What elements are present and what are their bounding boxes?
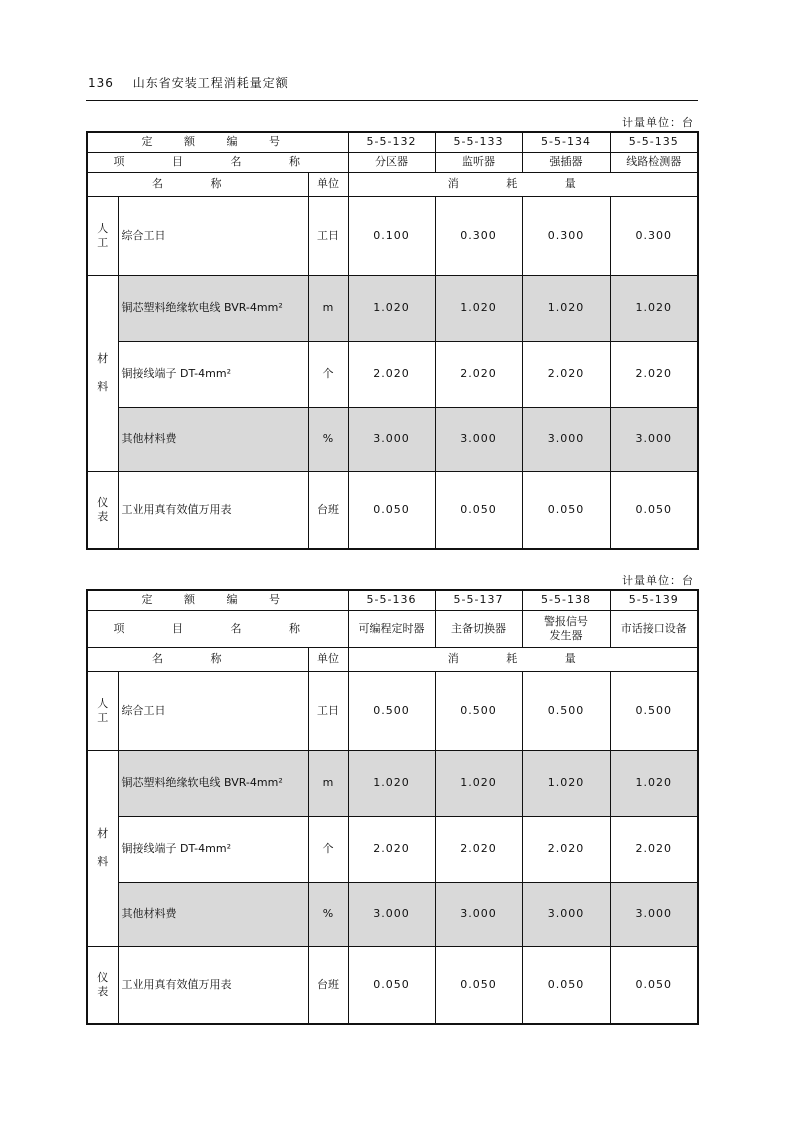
resource-unit: 台班: [308, 946, 348, 1024]
quota-code: 5-5-137: [435, 590, 522, 610]
resource-row: [87, 671, 698, 750]
resource-row: [87, 816, 698, 882]
item-name: 市话接口设备: [610, 610, 698, 647]
consumption-value: 2.020: [610, 341, 698, 407]
resource-name: 工业用真有效值万用表: [118, 946, 308, 1024]
quota-code-row: [87, 590, 698, 610]
consumption-value: 1.020: [435, 750, 522, 816]
consumption-value: 3.000: [348, 882, 435, 946]
group-label-meter: 仪 表: [87, 471, 118, 549]
item-name-row: [87, 610, 698, 647]
unit-note: 计量单位：台: [622, 116, 694, 129]
resource-name: 铜接线端子 DT-4mm²: [118, 341, 308, 407]
resource-unit: 个: [308, 341, 348, 407]
consumption-value: 2.020: [522, 341, 610, 407]
item-name-row: [87, 152, 698, 172]
consumption-value: 1.020: [522, 275, 610, 341]
resource-unit: 台班: [308, 471, 348, 549]
resource-row: [87, 471, 698, 549]
consumption-value: 0.050: [522, 946, 610, 1024]
resource-name: 其他材料费: [118, 882, 308, 946]
resource-name: 综合工日: [118, 671, 308, 750]
group-label-material: 材 料: [87, 275, 118, 471]
quota-table: [86, 589, 699, 1025]
consumption-value: 1.020: [348, 750, 435, 816]
item-name: 主备切换器: [435, 610, 522, 647]
consumption-value: 0.300: [610, 196, 698, 275]
item-name: 监听器: [435, 152, 522, 172]
quota-code-label: 定 额 编 号: [87, 132, 348, 152]
consumption-header: 消 耗 量: [348, 172, 698, 196]
quota-code: 5-5-138: [522, 590, 610, 610]
consumption-value: 1.020: [610, 275, 698, 341]
consumption-value: 0.050: [348, 471, 435, 549]
consumption-value: 0.050: [435, 471, 522, 549]
resource-row: [87, 750, 698, 816]
consumption-value: 2.020: [435, 341, 522, 407]
consumption-value: 0.050: [610, 471, 698, 549]
resource-name: 铜芯塑料绝缘软电线 BVR-4mm²: [118, 275, 308, 341]
resource-name: 铜接线端子 DT-4mm²: [118, 816, 308, 882]
consumption-header: 消 耗 量: [348, 647, 698, 671]
consumption-value: 0.500: [522, 671, 610, 750]
group-label-material: 材 料: [87, 750, 118, 946]
column-unit-header: 单位: [308, 647, 348, 671]
page-number: 136: [88, 76, 114, 90]
consumption-value: 1.020: [435, 275, 522, 341]
column-header-row: [87, 647, 698, 671]
quota-code-label: 定 额 编 号: [87, 590, 348, 610]
quota-code: 5-5-133: [435, 132, 522, 152]
column-unit-header: 单位: [308, 172, 348, 196]
item-name: 警报信号 发生器: [522, 610, 610, 647]
quota-code: 5-5-136: [348, 590, 435, 610]
group-label-labor: 人 工: [87, 671, 118, 750]
resource-unit: m: [308, 750, 348, 816]
resource-unit: m: [308, 275, 348, 341]
resource-row: [87, 275, 698, 341]
resource-row: [87, 407, 698, 471]
resource-unit: %: [308, 407, 348, 471]
consumption-value: 2.020: [522, 816, 610, 882]
group-label-meter: 仪 表: [87, 946, 118, 1024]
consumption-value: 2.020: [610, 816, 698, 882]
header-rule: [86, 100, 698, 101]
consumption-value: 1.020: [522, 750, 610, 816]
consumption-value: 3.000: [435, 407, 522, 471]
resource-name: 其他材料费: [118, 407, 308, 471]
column-name-header: 名 称: [87, 647, 308, 671]
unit-note: 计量单位：台: [622, 574, 694, 587]
resource-name: 铜芯塑料绝缘软电线 BVR-4mm²: [118, 750, 308, 816]
consumption-value: 3.000: [522, 407, 610, 471]
consumption-value: 3.000: [348, 407, 435, 471]
resource-row: [87, 946, 698, 1024]
consumption-value: 0.500: [348, 671, 435, 750]
quota-code: 5-5-135: [610, 132, 698, 152]
consumption-value: 3.000: [435, 882, 522, 946]
consumption-value: 0.100: [348, 196, 435, 275]
consumption-value: 3.000: [610, 882, 698, 946]
consumption-value: 2.020: [348, 816, 435, 882]
consumption-value: 0.300: [435, 196, 522, 275]
column-name-header: 名 称: [87, 172, 308, 196]
consumption-value: 0.050: [435, 946, 522, 1024]
quota-code: 5-5-132: [348, 132, 435, 152]
item-name: 可编程定时器: [348, 610, 435, 647]
item-name: 分区器: [348, 152, 435, 172]
book-title: 山东省安装工程消耗量定额: [132, 76, 289, 90]
resource-unit: 工日: [308, 196, 348, 275]
resource-unit: 工日: [308, 671, 348, 750]
page-header: [88, 74, 289, 91]
item-name-label: 项 目 名 称: [87, 152, 348, 172]
consumption-value: 1.020: [610, 750, 698, 816]
consumption-value: 3.000: [610, 407, 698, 471]
item-name-label: 项 目 名 称: [87, 610, 348, 647]
resource-row: [87, 882, 698, 946]
quota-table: [86, 131, 699, 550]
item-name: 强插器: [522, 152, 610, 172]
consumption-value: 0.500: [610, 671, 698, 750]
consumption-value: 0.050: [522, 471, 610, 549]
quota-code-row: [87, 132, 698, 152]
resource-row: [87, 341, 698, 407]
group-label-labor: 人 工: [87, 196, 118, 275]
consumption-value: 2.020: [348, 341, 435, 407]
quota-code: 5-5-134: [522, 132, 610, 152]
consumption-value: 2.020: [435, 816, 522, 882]
resource-name: 工业用真有效值万用表: [118, 471, 308, 549]
column-header-row: [87, 172, 698, 196]
consumption-value: 0.300: [522, 196, 610, 275]
resource-row: [87, 196, 698, 275]
consumption-value: 0.050: [348, 946, 435, 1024]
consumption-value: 3.000: [522, 882, 610, 946]
quota-code: 5-5-139: [610, 590, 698, 610]
consumption-value: 0.050: [610, 946, 698, 1024]
consumption-value: 0.500: [435, 671, 522, 750]
item-name: 线路检测器: [610, 152, 698, 172]
resource-unit: %: [308, 882, 348, 946]
consumption-value: 1.020: [348, 275, 435, 341]
resource-name: 综合工日: [118, 196, 308, 275]
resource-unit: 个: [308, 816, 348, 882]
